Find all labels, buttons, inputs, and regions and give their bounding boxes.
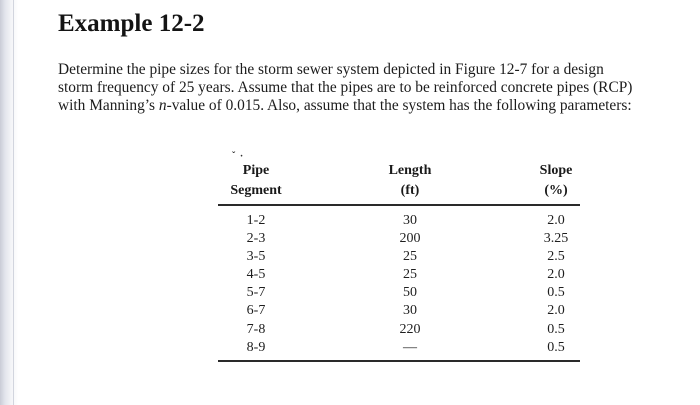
header-slope	[518, 161, 594, 201]
header-rule	[218, 204, 580, 206]
segment-cell: 3-5	[246, 249, 266, 265]
segment-cell: 5-7	[246, 285, 266, 301]
manning-n-symbol: n	[158, 97, 167, 114]
slope-column	[518, 212, 594, 357]
length-cell: —	[403, 339, 417, 355]
slope-cell: 3.25	[543, 231, 569, 247]
length-cell: 220	[399, 321, 421, 337]
slope-cell: 2.5	[547, 249, 565, 265]
page-title: Example 12-2	[58, 10, 205, 37]
length-cell: 25	[403, 267, 417, 283]
header-line: Segment	[230, 183, 282, 198]
problem-text: with Manning’s	[58, 97, 159, 114]
segment-cell: 6-7	[246, 303, 266, 319]
segment-cell: 2-3	[246, 231, 266, 247]
length-cell: 50	[403, 285, 417, 301]
problem-statement	[58, 61, 688, 115]
segment-cell: 1-2	[246, 213, 266, 228]
problem-line: storm frequency of 25 years. Assume that the pipes are to be reinforced concrete pipes (RCP)	[58, 79, 633, 96]
header-line: Length	[388, 163, 432, 178]
length-column	[365, 212, 455, 357]
segment-cell: 7-8	[246, 321, 266, 337]
page-left-edge-line	[13, 0, 14, 405]
header-line: Pipe	[242, 163, 270, 178]
length-cell: 30	[403, 303, 417, 319]
page-left-edge	[0, 0, 18, 405]
header-line: (ft)	[400, 183, 420, 198]
slope-cell: 0.5	[547, 339, 565, 355]
segment-column	[216, 212, 296, 357]
header-pipe-segment	[216, 161, 296, 201]
slope-cell: 0.5	[547, 285, 565, 301]
problem-line	[58, 97, 688, 115]
segment-cell: 8-9	[246, 339, 266, 355]
problem-text: -value of 0.015. Also, assume that the system has the following parameters:	[166, 97, 632, 114]
header-length	[365, 161, 455, 201]
slope-cell: 2.0	[547, 303, 565, 319]
table-mark: ˇ ·	[232, 151, 245, 162]
slope-cell: 2.0	[547, 213, 565, 228]
header-line: Slope	[539, 163, 573, 178]
length-cell: 30	[403, 213, 417, 228]
slope-cell: 0.5	[547, 321, 565, 337]
bottom-rule	[218, 360, 580, 362]
slope-cell: 2.0	[547, 267, 565, 283]
segment-cell: 4-5	[246, 267, 266, 283]
problem-line: Determine the pipe sizes for the storm sewer system depicted in Figure 12-7 for a design	[58, 61, 604, 78]
length-cell: 200	[399, 231, 421, 247]
length-cell: 25	[403, 249, 417, 265]
header-line: (%)	[544, 183, 568, 198]
